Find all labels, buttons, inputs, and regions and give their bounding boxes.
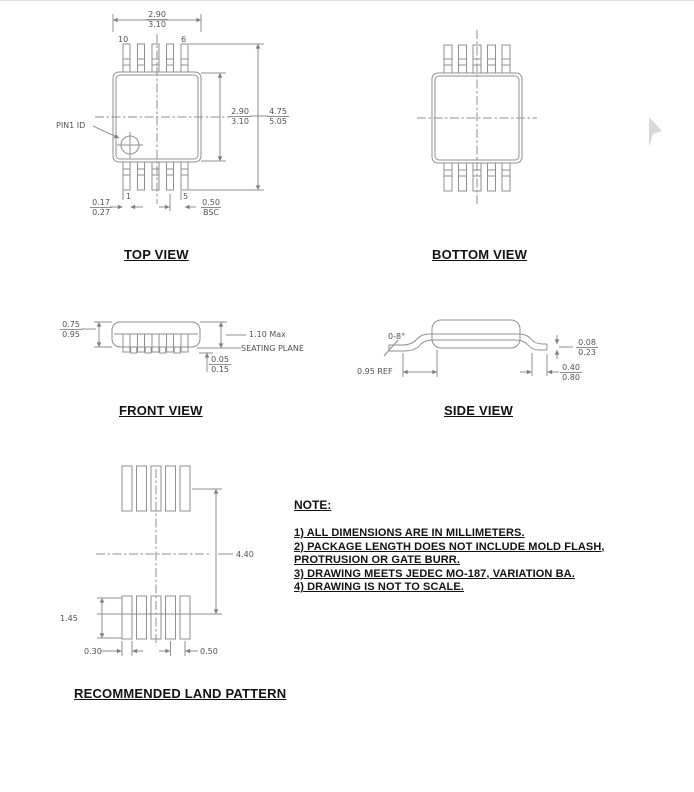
dim-value: 0.08 — [578, 338, 596, 347]
pin-number-1: 1 — [126, 192, 132, 201]
note-line: 4) DRAWING IS NOT TO SCALE. — [294, 581, 464, 594]
dim-value: 2.90 — [231, 107, 249, 116]
dim-land-pad-height: 1.45 — [60, 614, 78, 623]
dim-value: 3.10 — [148, 20, 166, 29]
pin-number-6: 6 — [181, 35, 187, 44]
dim-top-pitch — [199, 198, 223, 217]
dim-value: 2.90 — [148, 10, 166, 19]
land-pattern-label: RECOMMENDED LAND PATTERN — [74, 686, 287, 701]
note-line: 2) PACKAGE LENGTH DOES NOT INCLUDE MOLD FLASH, — [294, 540, 605, 553]
pin1-id-label: PIN1 ID — [56, 121, 86, 130]
note-title: NOTE: — [294, 498, 332, 512]
dim-value: 0.05 — [211, 355, 229, 364]
side-view-label: SIDE VIEW — [444, 403, 513, 418]
page-artifact-arrow — [649, 117, 662, 147]
top-view-top-pins — [123, 44, 188, 72]
dim-side-foot-length — [559, 363, 583, 382]
dim-value: 0.27 — [92, 208, 110, 217]
bottom-view-linework — [417, 30, 537, 206]
dim-value: 5.05 — [269, 117, 287, 126]
pin-number-5: 5 — [183, 192, 189, 201]
side-view-linework — [384, 320, 573, 377]
dim-front-body-thickness — [59, 320, 83, 339]
top-view-bottom-pins — [123, 162, 188, 190]
note-block — [294, 498, 605, 595]
dim-value: 0.50 — [202, 198, 220, 207]
note-line: 1) ALL DIMENSIONS ARE IN MILLIMETERS. — [294, 527, 525, 539]
note-line: PROTRUSION OR GATE BURR. — [294, 554, 460, 567]
drawing-linework — [0, 1, 694, 792]
side-view-lead-lower — [389, 340, 547, 351]
dim-land-pad-width: 0.30 — [84, 647, 102, 656]
dim-value: 0.80 — [562, 373, 580, 382]
dim-value: 0.95 — [62, 330, 80, 339]
dim-value: 0.15 — [211, 365, 229, 374]
dim-value: 4.75 — [269, 107, 287, 116]
pin-number-10: 10 — [118, 35, 129, 44]
top-view-label: TOP VIEW — [124, 247, 189, 262]
note-line: 3) DRAWING MEETS JEDEC MO-187, VARIATION BA. — [294, 567, 575, 580]
dim-top-body-width — [141, 10, 173, 29]
pin1-id-mark — [117, 132, 143, 158]
dim-side-foot-ref: 0.95 REF — [357, 367, 393, 376]
land-pattern-linework — [96, 466, 233, 656]
dim-side-lead-angle: 0-8° — [388, 332, 406, 341]
dim-front-standoff — [208, 355, 232, 374]
front-view-leads — [123, 334, 188, 353]
dim-value: 0.23 — [578, 348, 596, 357]
front-view-label: FRONT VIEW — [119, 403, 203, 418]
dim-value: 3.10 — [231, 117, 249, 126]
bottom-view-label: BOTTOM VIEW — [432, 247, 528, 262]
dim-land-pitch: 0.50 — [200, 647, 218, 656]
dim-front-max-height: 1.10 Max — [249, 330, 286, 339]
seating-plane-label: SEATING PLANE — [241, 344, 304, 353]
dim-value: 0.75 — [62, 320, 80, 329]
dim-top-lead-width — [89, 198, 113, 217]
dim-qualifier: BSC — [202, 208, 219, 217]
dim-top-overall-span — [266, 107, 290, 126]
dim-value: 0.40 — [562, 363, 580, 372]
dim-value: 0.17 — [92, 198, 110, 207]
dim-top-body-height — [228, 107, 252, 126]
dim-side-lead-thickness — [575, 338, 599, 357]
dim-land-row-span: 4.40 — [236, 550, 254, 559]
